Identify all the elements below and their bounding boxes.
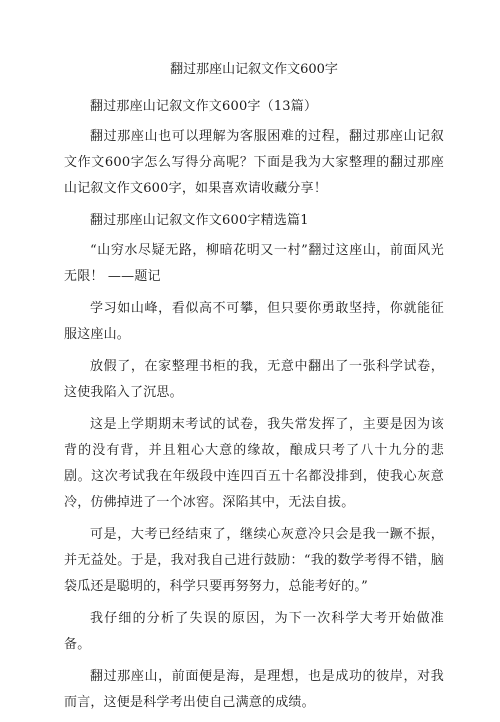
paragraph-section-heading: 翻过那座山记叙文作文600字精选篇1 bbox=[90, 213, 309, 228]
document-title: 翻过那座山记叙文作文600字 bbox=[170, 62, 338, 77]
paragraph-body-6: 翻过那座山，前面便是海，是理想，也是成功的彼岸，对我而言，这便是科学考出使自己满意的成绩。 bbox=[64, 669, 444, 710]
paragraph-body-3: 这是上学期期末考试的试卷，我失常发挥了，主要是因为该背的没有背，并且粗心大意的缘故，酿成只考了八十九分的悲剧。这次考试我在年级段中连四百五十名都没排到，使我心灰意冷，仿佛掉进了一个冰窖。深陷其中，无法自拔。 bbox=[64, 417, 444, 510]
paragraph-subtitle: 翻过那座山记叙文作文600字（13篇） bbox=[90, 99, 318, 114]
paragraph-intro: 翻过那座山也可以理解为客服困难的过程，翻过那座山记叙文作文600字怎么写得分高呢？下面是我为大家整理的翻过那座山记叙文作文600字，如果喜欢请收藏分享！ bbox=[64, 129, 444, 196]
paragraph-body-2: 放假了，在家整理书柜的我，无意中翻出了一张科学试卷，这使我陷入了沉思。 bbox=[64, 359, 444, 400]
paragraph-body-4: 可是，大考已经结束了，继续心灰意冷只会是我一蹶不振，并无益处。于是，我对我自己进行鼓励：“我的数学考得不错，脑袋瓜还是聪明的，科学只要再努努力，总能考好的。” bbox=[64, 527, 444, 594]
document-page bbox=[64, 60, 444, 722]
paragraph-epigraph: “山穷水尽疑无路，柳暗花明又一村”翻过这座山，前面风光无限！ ——题记 bbox=[64, 243, 444, 284]
paragraph-body-1: 学习如山峰，看似高不可攀，但只要你勇敢坚持，你就能征服这座山。 bbox=[64, 301, 444, 342]
paragraph-body-5: 我仔细的分析了失误的原因，为下一次科学大考开始做准备。 bbox=[64, 611, 444, 652]
